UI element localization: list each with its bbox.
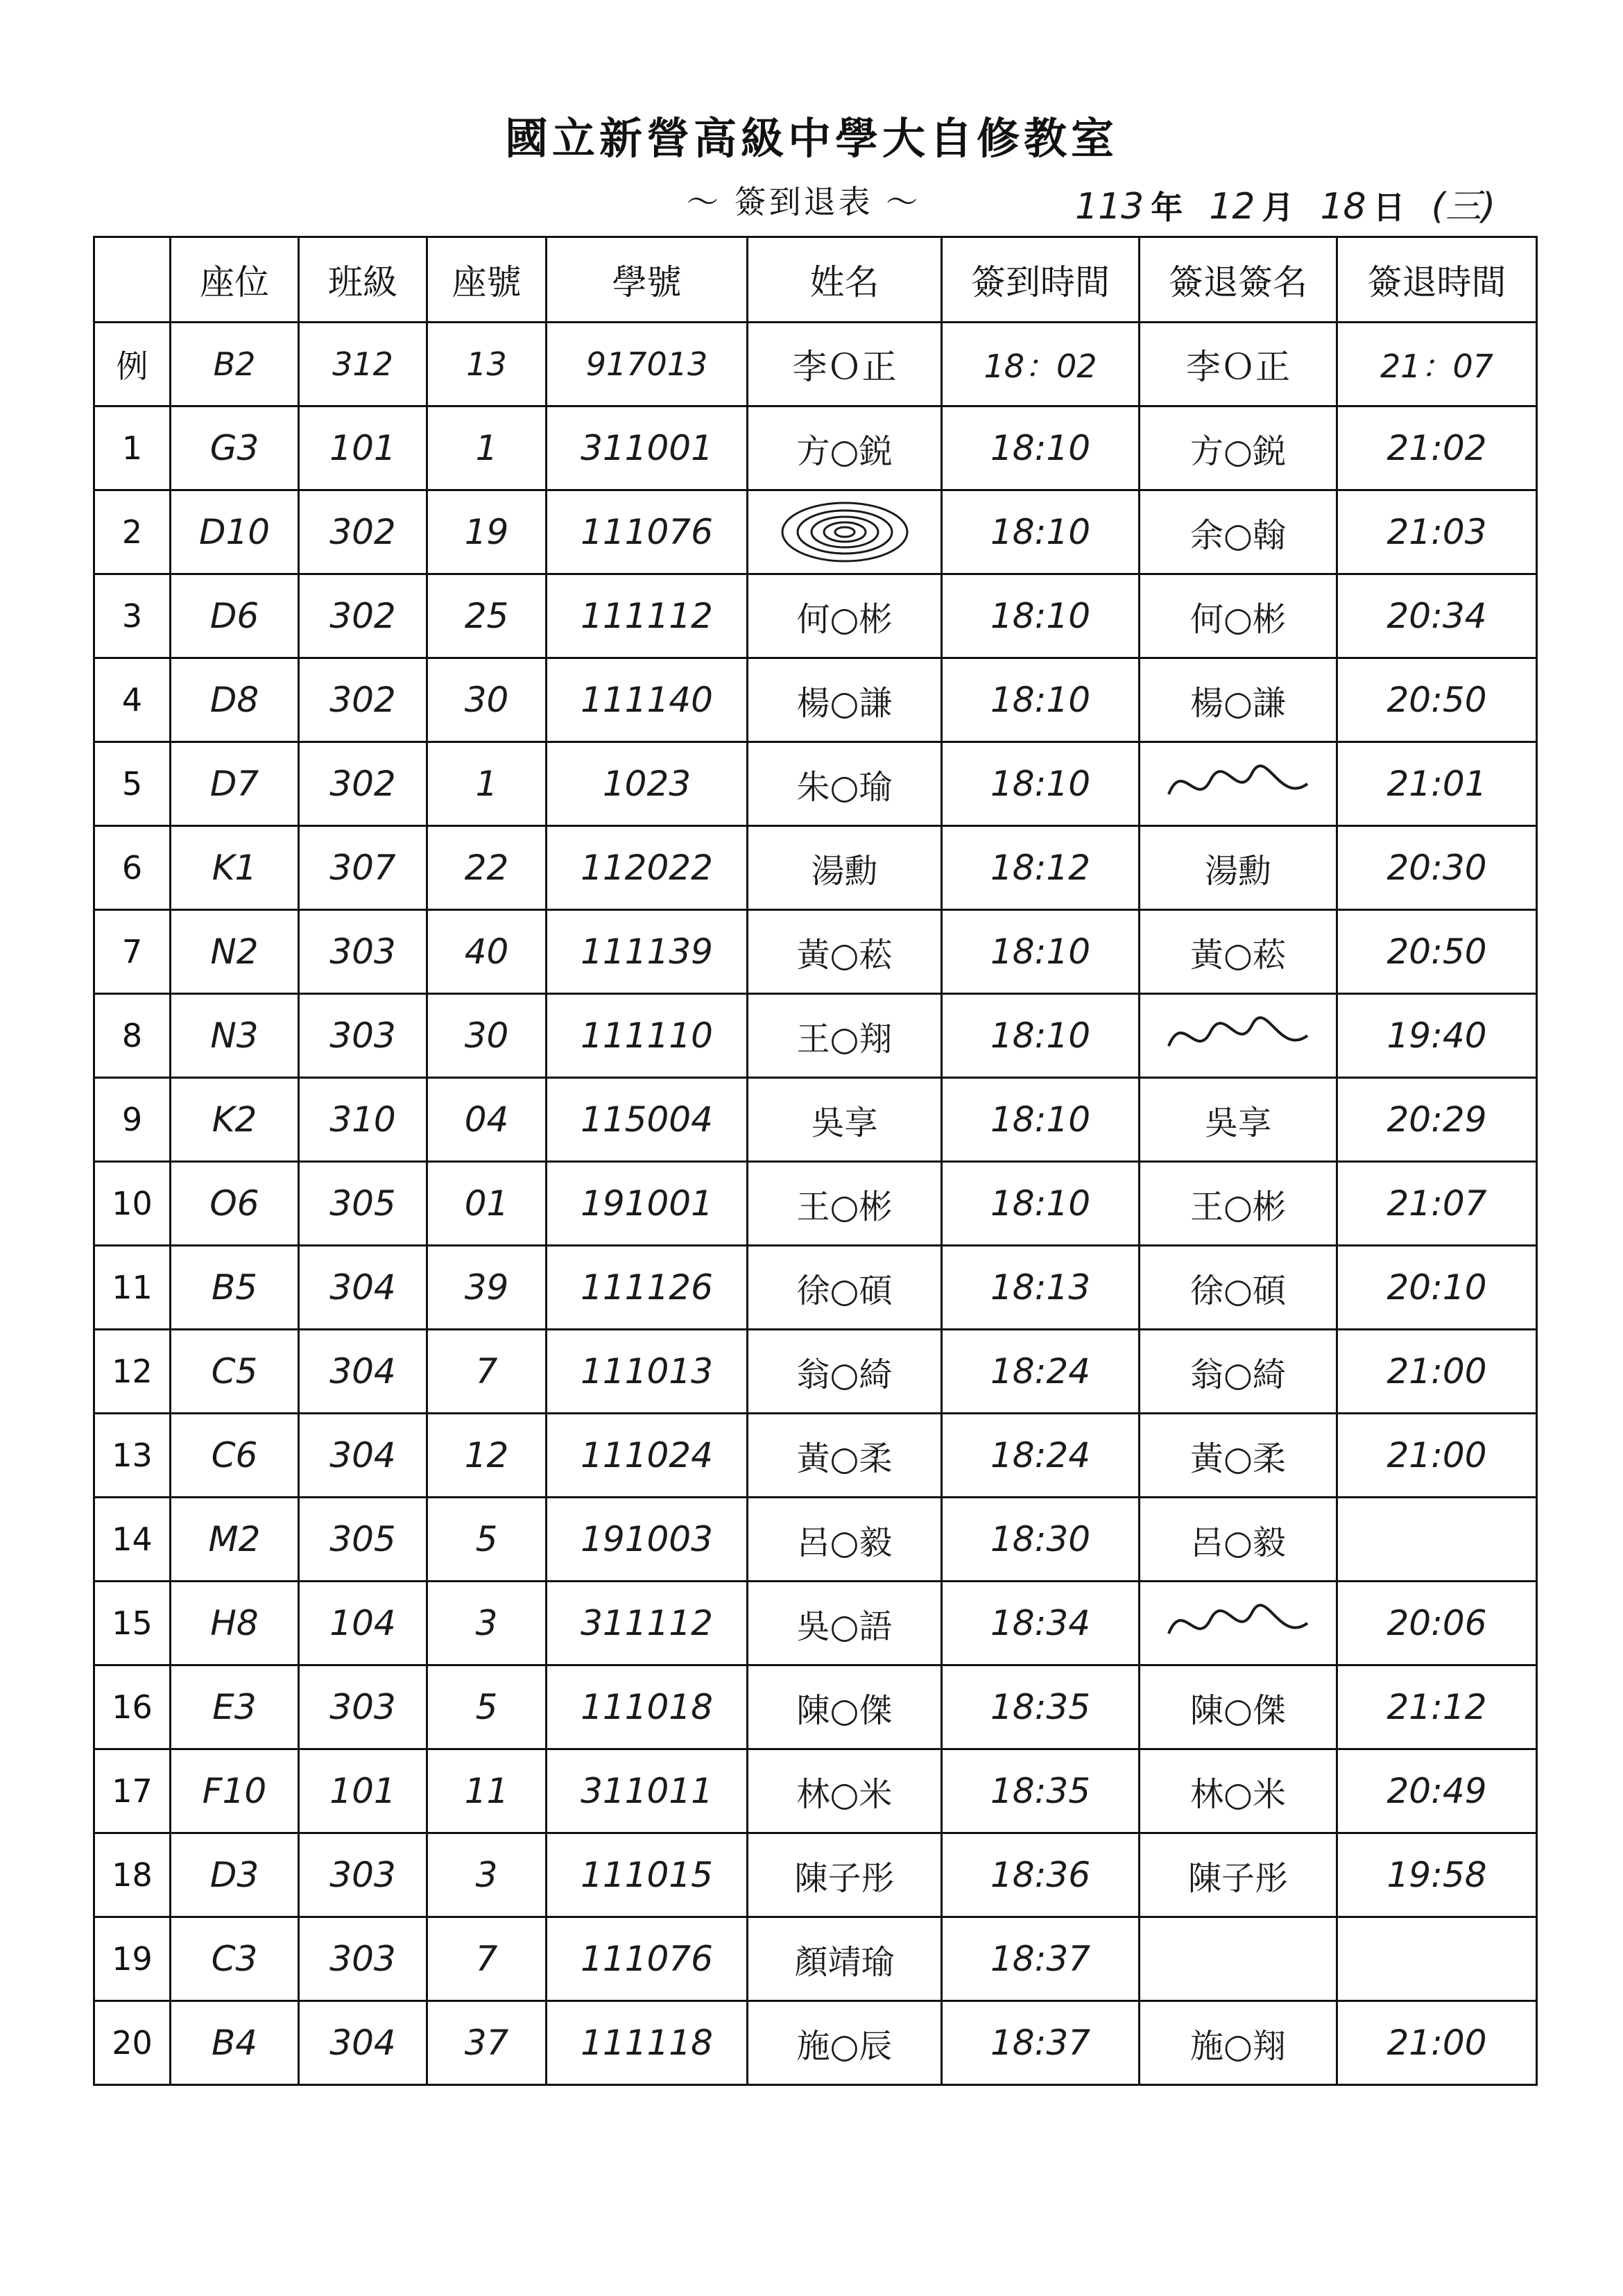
document-title: 國立新營高級中學大自修教室 — [504, 113, 1118, 164]
signout-name-cell: 湯勳 — [1140, 826, 1337, 910]
column-header: 班級 — [299, 237, 427, 323]
student-id-cell: 111076 — [547, 1917, 748, 2001]
student-id-cell: 311011 — [547, 1749, 748, 1833]
example-row — [94, 323, 1537, 406]
checkout-time-cell: 19:40 — [1337, 994, 1537, 1078]
signout-name-cell: 何○彬 — [1140, 574, 1337, 658]
table-row — [94, 1162, 1537, 1246]
seat-cell: N2 — [171, 910, 299, 994]
student-id-cell: 111018 — [547, 1665, 748, 1749]
student-id-cell: 111076 — [547, 490, 748, 574]
class-cell: 305 — [299, 1498, 427, 1582]
student-id-cell: 191003 — [547, 1498, 748, 1582]
name-cell: 徐○碩 — [748, 1246, 942, 1330]
signout-name-cell — [1140, 994, 1337, 1078]
seat-no-cell: 3 — [427, 1582, 547, 1665]
checkin-time-cell: 18:10 — [942, 1162, 1140, 1246]
checkin-time-cell: 18:35 — [942, 1665, 1140, 1749]
seat-cell: C6 — [171, 1414, 299, 1498]
seat-cell: H8 — [171, 1582, 299, 1665]
row-number-cell: 12 — [94, 1330, 171, 1414]
name-cell: 何○彬 — [748, 574, 942, 658]
seat-cell: K1 — [171, 826, 299, 910]
name-cell: 顏靖瑜 — [748, 1917, 942, 2001]
date-day: 18 — [1320, 186, 1366, 228]
class-cell: 302 — [299, 658, 427, 742]
header-row — [94, 237, 1537, 323]
checkout-time-cell: 21:00 — [1337, 2001, 1537, 2085]
seat-no-cell: 01 — [427, 1162, 547, 1246]
sheet-subtitle: ～ 簽到退表 ～ — [687, 183, 921, 221]
seat-cell: D6 — [171, 574, 299, 658]
date-year-label: 年 — [1151, 189, 1183, 226]
row-number-cell: 10 — [94, 1162, 171, 1246]
signout-name-cell: 翁○綺 — [1140, 1330, 1337, 1414]
table-row — [94, 1078, 1537, 1162]
student-id-cell: 111140 — [547, 658, 748, 742]
scribbled-signature — [1162, 1592, 1314, 1654]
name-cell: 翁○綺 — [748, 1330, 942, 1414]
name-cell: 吳享 — [748, 1078, 942, 1162]
checkout-time-cell: 20:29 — [1337, 1078, 1537, 1162]
seat-no-cell: 1 — [427, 742, 547, 826]
table-row — [94, 910, 1537, 994]
row-number-cell: 17 — [94, 1749, 171, 1833]
table-row — [94, 2001, 1537, 2085]
student-id-cell: 115004 — [547, 1078, 748, 1162]
name-cell: 施○辰 — [748, 2001, 942, 2085]
checkout-time-cell: 20:30 — [1337, 826, 1537, 910]
table-row — [94, 574, 1537, 658]
class-cell: 302 — [299, 490, 427, 574]
row-number-cell: 13 — [94, 1414, 171, 1498]
class-cell: 310 — [299, 1078, 427, 1162]
column-header: 座位 — [171, 237, 299, 323]
table-body — [94, 323, 1537, 2085]
signout-name-cell: 陳○傑 — [1140, 1665, 1337, 1749]
class-cell: 304 — [299, 1414, 427, 1498]
row-number-cell: 8 — [94, 994, 171, 1078]
class-cell: 104 — [299, 1582, 427, 1665]
class-cell: 303 — [299, 994, 427, 1078]
name-cell: 黃○柔 — [748, 1414, 942, 1498]
checkout-time-cell: 20:06 — [1337, 1582, 1537, 1665]
student-id-cell: 111126 — [547, 1246, 748, 1330]
seat-no-cell: 19 — [427, 490, 547, 574]
class-cell: 304 — [299, 1246, 427, 1330]
name-cell: 呂○毅 — [748, 1498, 942, 1582]
table-row — [94, 1665, 1537, 1749]
name-cell: 陳○傑 — [748, 1665, 942, 1749]
class-cell: 303 — [299, 1833, 427, 1917]
name-cell: 楊○謙 — [748, 658, 942, 742]
row-number-cell: 15 — [94, 1582, 171, 1665]
row-number-cell: 18 — [94, 1833, 171, 1917]
checkout-time-cell: 20:34 — [1337, 574, 1537, 658]
seat-no-cell: 5 — [427, 1498, 547, 1582]
class-cell: 307 — [299, 826, 427, 910]
checkin-time-cell: 18:30 — [942, 1498, 1140, 1582]
signout-name-cell: 黃○菘 — [1140, 910, 1337, 994]
seat-cell: C3 — [171, 1917, 299, 2001]
seat-cell: B4 — [171, 2001, 299, 2085]
table-row — [94, 1414, 1537, 1498]
date-month-label: 月 — [1262, 189, 1294, 226]
seat-cell: B2 — [171, 323, 299, 406]
seat-no-cell: 3 — [427, 1833, 547, 1917]
student-id-cell: 917013 — [547, 323, 748, 406]
column-header: 簽退簽名 — [1140, 237, 1337, 323]
checkout-time-cell — [1337, 1917, 1537, 2001]
seat-cell: D3 — [171, 1833, 299, 1917]
name-cell: 王○翔 — [748, 994, 942, 1078]
student-id-cell: 111118 — [547, 2001, 748, 2085]
table-row — [94, 1749, 1537, 1833]
class-cell: 303 — [299, 1917, 427, 2001]
date-day-label: 日 — [1373, 189, 1405, 226]
seat-no-cell: 7 — [427, 1917, 547, 2001]
checkout-time-cell — [1337, 1498, 1537, 1582]
signout-name-cell: 林○米 — [1140, 1749, 1337, 1833]
name-cell: 陳子彤 — [748, 1833, 942, 1917]
seat-no-cell: 40 — [427, 910, 547, 994]
signout-name-cell: 余○翰 — [1140, 490, 1337, 574]
student-id-cell: 111024 — [547, 1414, 748, 1498]
row-number-cell: 例 — [94, 323, 171, 406]
row-number-cell: 19 — [94, 1917, 171, 2001]
checkin-time-cell: 18:10 — [942, 658, 1140, 742]
student-id-cell: 1023 — [547, 742, 748, 826]
name-cell: 林○米 — [748, 1749, 942, 1833]
name-cell: 朱○瑜 — [748, 742, 942, 826]
signout-name-cell — [1140, 1917, 1337, 2001]
table-row — [94, 994, 1537, 1078]
row-number-cell: 9 — [94, 1078, 171, 1162]
checkin-time-cell: 18:13 — [942, 1246, 1140, 1330]
checkin-time-cell: 18:10 — [942, 406, 1140, 490]
table-row — [94, 1917, 1537, 2001]
name-cell: 湯勳 — [748, 826, 942, 910]
checkin-time-cell: 18:10 — [942, 1078, 1140, 1162]
seat-no-cell: 39 — [427, 1246, 547, 1330]
checkin-time-cell: 18:37 — [942, 1917, 1140, 2001]
student-id-cell: 111112 — [547, 574, 748, 658]
checkin-time-cell: 18:10 — [942, 742, 1140, 826]
checkout-time-cell: 21:07 — [1337, 1162, 1537, 1246]
table-row — [94, 406, 1537, 490]
seat-cell: K2 — [171, 1078, 299, 1162]
checkin-time-cell: 18:10 — [942, 574, 1140, 658]
checkin-time-cell: 18:24 — [942, 1330, 1140, 1414]
class-cell: 305 — [299, 1162, 427, 1246]
checkout-time-cell: 21:00 — [1337, 1330, 1537, 1414]
row-number-cell: 20 — [94, 2001, 171, 2085]
row-number-cell: 16 — [94, 1665, 171, 1749]
checkout-time-cell: 20:10 — [1337, 1246, 1537, 1330]
row-number-cell: 3 — [94, 574, 171, 658]
student-id-cell: 111139 — [547, 910, 748, 994]
name-cell: 吳○語 — [748, 1582, 942, 1665]
name-cell: 黃○菘 — [748, 910, 942, 994]
signout-name-cell: 呂○毅 — [1140, 1498, 1337, 1582]
table-row — [94, 490, 1537, 574]
column-header: 學號 — [547, 237, 748, 323]
checkin-time-cell: 18:10 — [942, 910, 1140, 994]
date-weekday: (三) — [1431, 186, 1496, 228]
class-cell: 302 — [299, 574, 427, 658]
checkin-time-cell: 18:12 — [942, 826, 1140, 910]
class-cell: 303 — [299, 910, 427, 994]
signout-name-cell: 楊○謙 — [1140, 658, 1337, 742]
class-cell: 304 — [299, 2001, 427, 2085]
checkout-time-cell: 20:50 — [1337, 910, 1537, 994]
seat-cell: G3 — [171, 406, 299, 490]
seat-no-cell: 1 — [427, 406, 547, 490]
table-row — [94, 1582, 1537, 1665]
seat-no-cell: 30 — [427, 658, 547, 742]
seat-cell: E3 — [171, 1665, 299, 1749]
seat-no-cell: 12 — [427, 1414, 547, 1498]
seat-no-cell: 25 — [427, 574, 547, 658]
column-header: 簽到時間 — [942, 237, 1140, 323]
signout-name-cell: 徐○碩 — [1140, 1246, 1337, 1330]
table-row — [94, 742, 1537, 826]
checkin-time-cell: 18：02 — [942, 323, 1140, 406]
signout-name-cell: 施○翔 — [1140, 2001, 1337, 2085]
table-row — [94, 1330, 1537, 1414]
row-number-cell: 14 — [94, 1498, 171, 1582]
column-header — [94, 237, 171, 323]
student-id-cell: 112022 — [547, 826, 748, 910]
seat-no-cell: 04 — [427, 1078, 547, 1162]
signout-name-cell: 李Ｏ正 — [1140, 323, 1337, 406]
table-row — [94, 1833, 1537, 1917]
seat-cell: O6 — [171, 1162, 299, 1246]
table-row — [94, 826, 1537, 910]
checkout-time-cell: 21:02 — [1337, 406, 1537, 490]
student-id-cell: 111110 — [547, 994, 748, 1078]
checkin-time-cell: 18:34 — [942, 1582, 1140, 1665]
checkout-time-cell: 21:03 — [1337, 490, 1537, 574]
seat-no-cell: 7 — [427, 1330, 547, 1414]
checkout-time-cell: 21：07 — [1337, 323, 1537, 406]
checkout-time-cell: 20:50 — [1337, 658, 1537, 742]
seat-cell: D7 — [171, 742, 299, 826]
student-id-cell: 311112 — [547, 1582, 748, 1665]
seat-no-cell: 13 — [427, 323, 547, 406]
row-number-cell: 11 — [94, 1246, 171, 1330]
seat-cell: D10 — [171, 490, 299, 574]
spiral-doodle-signature — [775, 497, 914, 567]
column-header: 簽退時間 — [1337, 237, 1537, 323]
name-cell — [748, 490, 942, 574]
class-cell: 303 — [299, 1665, 427, 1749]
checkin-time-cell: 18:36 — [942, 1833, 1140, 1917]
seat-no-cell: 30 — [427, 994, 547, 1078]
date-year: 113 — [1075, 186, 1144, 228]
class-cell: 101 — [299, 1749, 427, 1833]
signout-name-cell: 方○鋭 — [1140, 406, 1337, 490]
seat-cell: D8 — [171, 658, 299, 742]
checkout-time-cell: 21:01 — [1337, 742, 1537, 826]
seat-no-cell: 5 — [427, 1665, 547, 1749]
checkout-time-cell: 20:49 — [1337, 1749, 1537, 1833]
seat-cell: B5 — [171, 1246, 299, 1330]
seat-cell: C5 — [171, 1330, 299, 1414]
student-id-cell: 111015 — [547, 1833, 748, 1917]
name-cell: 王○彬 — [748, 1162, 942, 1246]
seat-no-cell: 22 — [427, 826, 547, 910]
class-cell: 304 — [299, 1330, 427, 1414]
signin-table — [93, 236, 1538, 2086]
checkin-time-cell: 18:24 — [942, 1414, 1140, 1498]
name-cell: 方○鋭 — [748, 406, 942, 490]
seat-cell: F10 — [171, 1749, 299, 1833]
student-id-cell: 111013 — [547, 1330, 748, 1414]
class-cell: 302 — [299, 742, 427, 826]
seat-cell: N3 — [171, 994, 299, 1078]
seat-cell: M2 — [171, 1498, 299, 1582]
table-row — [94, 658, 1537, 742]
checkout-time-cell: 21:12 — [1337, 1665, 1537, 1749]
seat-no-cell: 11 — [427, 1749, 547, 1833]
checkin-time-cell: 18:10 — [942, 994, 1140, 1078]
sheet-date — [1075, 177, 1495, 229]
column-header: 姓名 — [748, 237, 942, 323]
row-number-cell: 7 — [94, 910, 171, 994]
checkin-time-cell: 18:37 — [942, 2001, 1140, 2085]
class-cell: 312 — [299, 323, 427, 406]
signout-name-cell: 陳子彤 — [1140, 1833, 1337, 1917]
signout-name-cell: 黃○柔 — [1140, 1414, 1337, 1498]
checkin-time-cell: 18:35 — [942, 1749, 1140, 1833]
row-number-cell: 4 — [94, 658, 171, 742]
name-cell: 李Ｏ正 — [748, 323, 942, 406]
date-month: 12 — [1209, 186, 1255, 228]
signout-name-cell — [1140, 1582, 1337, 1665]
student-id-cell: 191001 — [547, 1162, 748, 1246]
class-cell: 101 — [299, 406, 427, 490]
column-header: 座號 — [427, 237, 547, 323]
row-number-cell: 1 — [94, 406, 171, 490]
row-number-cell: 2 — [94, 490, 171, 574]
table-row — [94, 1246, 1537, 1330]
scribbled-signature — [1162, 1004, 1314, 1067]
table-row — [94, 1498, 1537, 1582]
checkin-time-cell: 18:10 — [942, 490, 1140, 574]
student-id-cell: 311001 — [547, 406, 748, 490]
checkout-time-cell: 19:58 — [1337, 1833, 1537, 1917]
row-number-cell: 5 — [94, 742, 171, 826]
seat-no-cell: 37 — [427, 2001, 547, 2085]
checkout-time-cell: 21:00 — [1337, 1414, 1537, 1498]
signout-name-cell — [1140, 742, 1337, 826]
scribbled-signature — [1162, 753, 1314, 815]
row-number-cell: 6 — [94, 826, 171, 910]
signout-name-cell: 王○彬 — [1140, 1162, 1337, 1246]
signout-name-cell: 吳享 — [1140, 1078, 1337, 1162]
subtitle-row — [0, 177, 1623, 232]
